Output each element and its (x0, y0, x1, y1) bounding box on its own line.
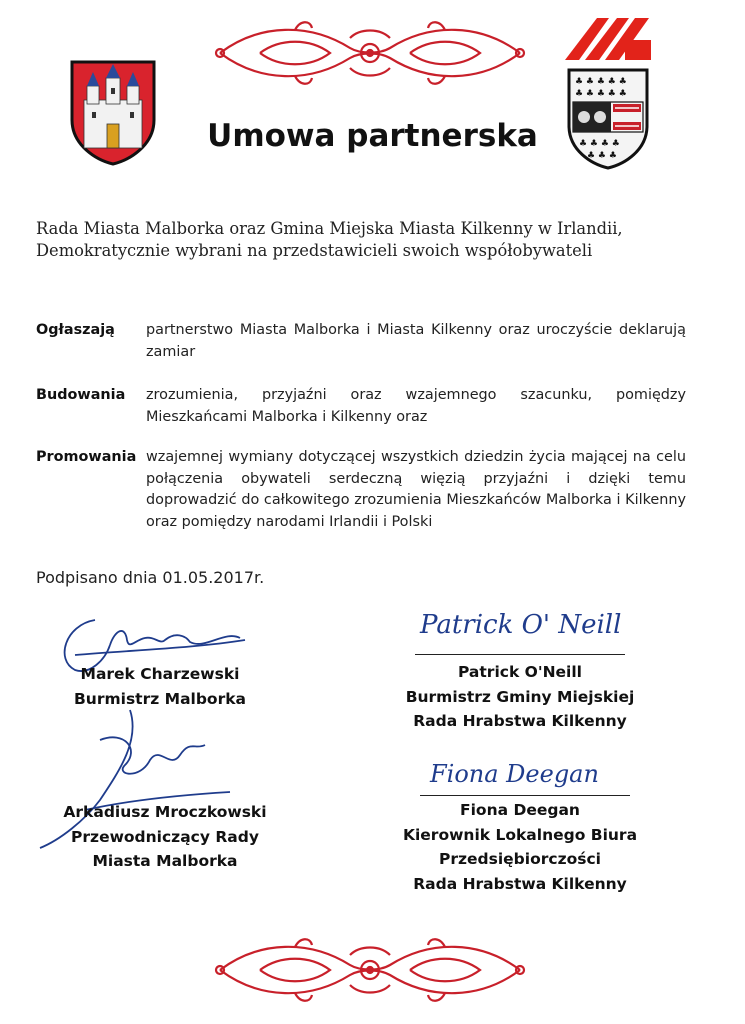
bottom-ornament-icon (200, 935, 540, 1005)
signatory-block (20, 800, 310, 874)
signature-line (415, 654, 625, 655)
signatory-role-line2: Rada Hrabstwa Kilkenny (413, 712, 627, 730)
clause-text: zrozumienia, przyjaźni oraz wzajemnego szacunku, pomiędzy Mieszkańcami Malborka i Kilkenny oraz (146, 387, 686, 425)
signatory-block (40, 662, 280, 711)
signature-deegan: Fiona Deegan (430, 760, 599, 788)
signatory-name: Marek Charzewski (80, 665, 240, 683)
page-title: Umowa partnerska (207, 118, 538, 154)
clause-text: wzajemnej wymiany dotyczącej wszystkich dziedzin życia mającej na celu połączenia obywateli serdeczną więzią przyjaźni i dzięki temu doprowadzić do całkowitego zrozumienia Mieszkańców Malborka i Kilkenny oraz pomiędzy narodami Irlandii i Polski (146, 449, 686, 530)
clause-label: Budowania (36, 387, 126, 403)
signatory-role: Burmistrz Malborka (73, 689, 246, 708)
svg-text:♣ ♣ ♣: ♣ ♣ ♣ (587, 151, 617, 161)
signatory-name: Fiona Deegan (460, 801, 580, 819)
clause-label: Ogłaszają (36, 322, 115, 338)
signature-oneill: Patrick O' Neill (420, 610, 622, 640)
signatory-role: Burmistrz Gminy Miejskiej (405, 687, 635, 706)
signatory-name: Patrick O'Neill (457, 663, 582, 681)
signatory-role: Przewodniczący Rady (71, 827, 259, 846)
signatory-role-line2: Miasta Malborka (92, 852, 238, 870)
clause-label: Promowania (36, 449, 137, 465)
svg-text:♣ ♣ ♣ ♣ ♣: ♣ ♣ ♣ ♣ ♣ (575, 77, 627, 87)
intro-line-1: Rada Miasta Malborka oraz Gmina Miejska Miasta Kilkenny w Irlandii, (36, 219, 623, 238)
signatory-role-line2: Rada Hrabstwa Kilkenny (413, 874, 627, 893)
signatory-block (370, 660, 670, 734)
signatory-block (330, 798, 710, 896)
svg-text:♣ ♣ ♣ ♣ ♣: ♣ ♣ ♣ ♣ ♣ (575, 89, 627, 99)
intro-line-2: Demokratycznie wybrani na przedstawicieli swoich współobywateli (36, 241, 593, 260)
top-ornament-icon (200, 18, 540, 88)
kilkenny-logo-icon (565, 18, 651, 60)
signature-line (420, 795, 630, 796)
intro-paragraph (36, 218, 716, 262)
svg-text:♣ ♣ ♣ ♣: ♣ ♣ ♣ ♣ (579, 139, 620, 149)
clause-text: partnerstwo Miasta Malborka i Miasta Kilkenny oraz uroczyście deklarują zamiar (146, 322, 686, 360)
signatory-role: Kierownik Lokalnego Biura Przedsiębiorczości (402, 825, 638, 868)
signed-date: Podpisano dnia 01.05.2017r. (36, 568, 265, 587)
signatory-name: Arkadiusz Mroczkowski (63, 803, 267, 821)
